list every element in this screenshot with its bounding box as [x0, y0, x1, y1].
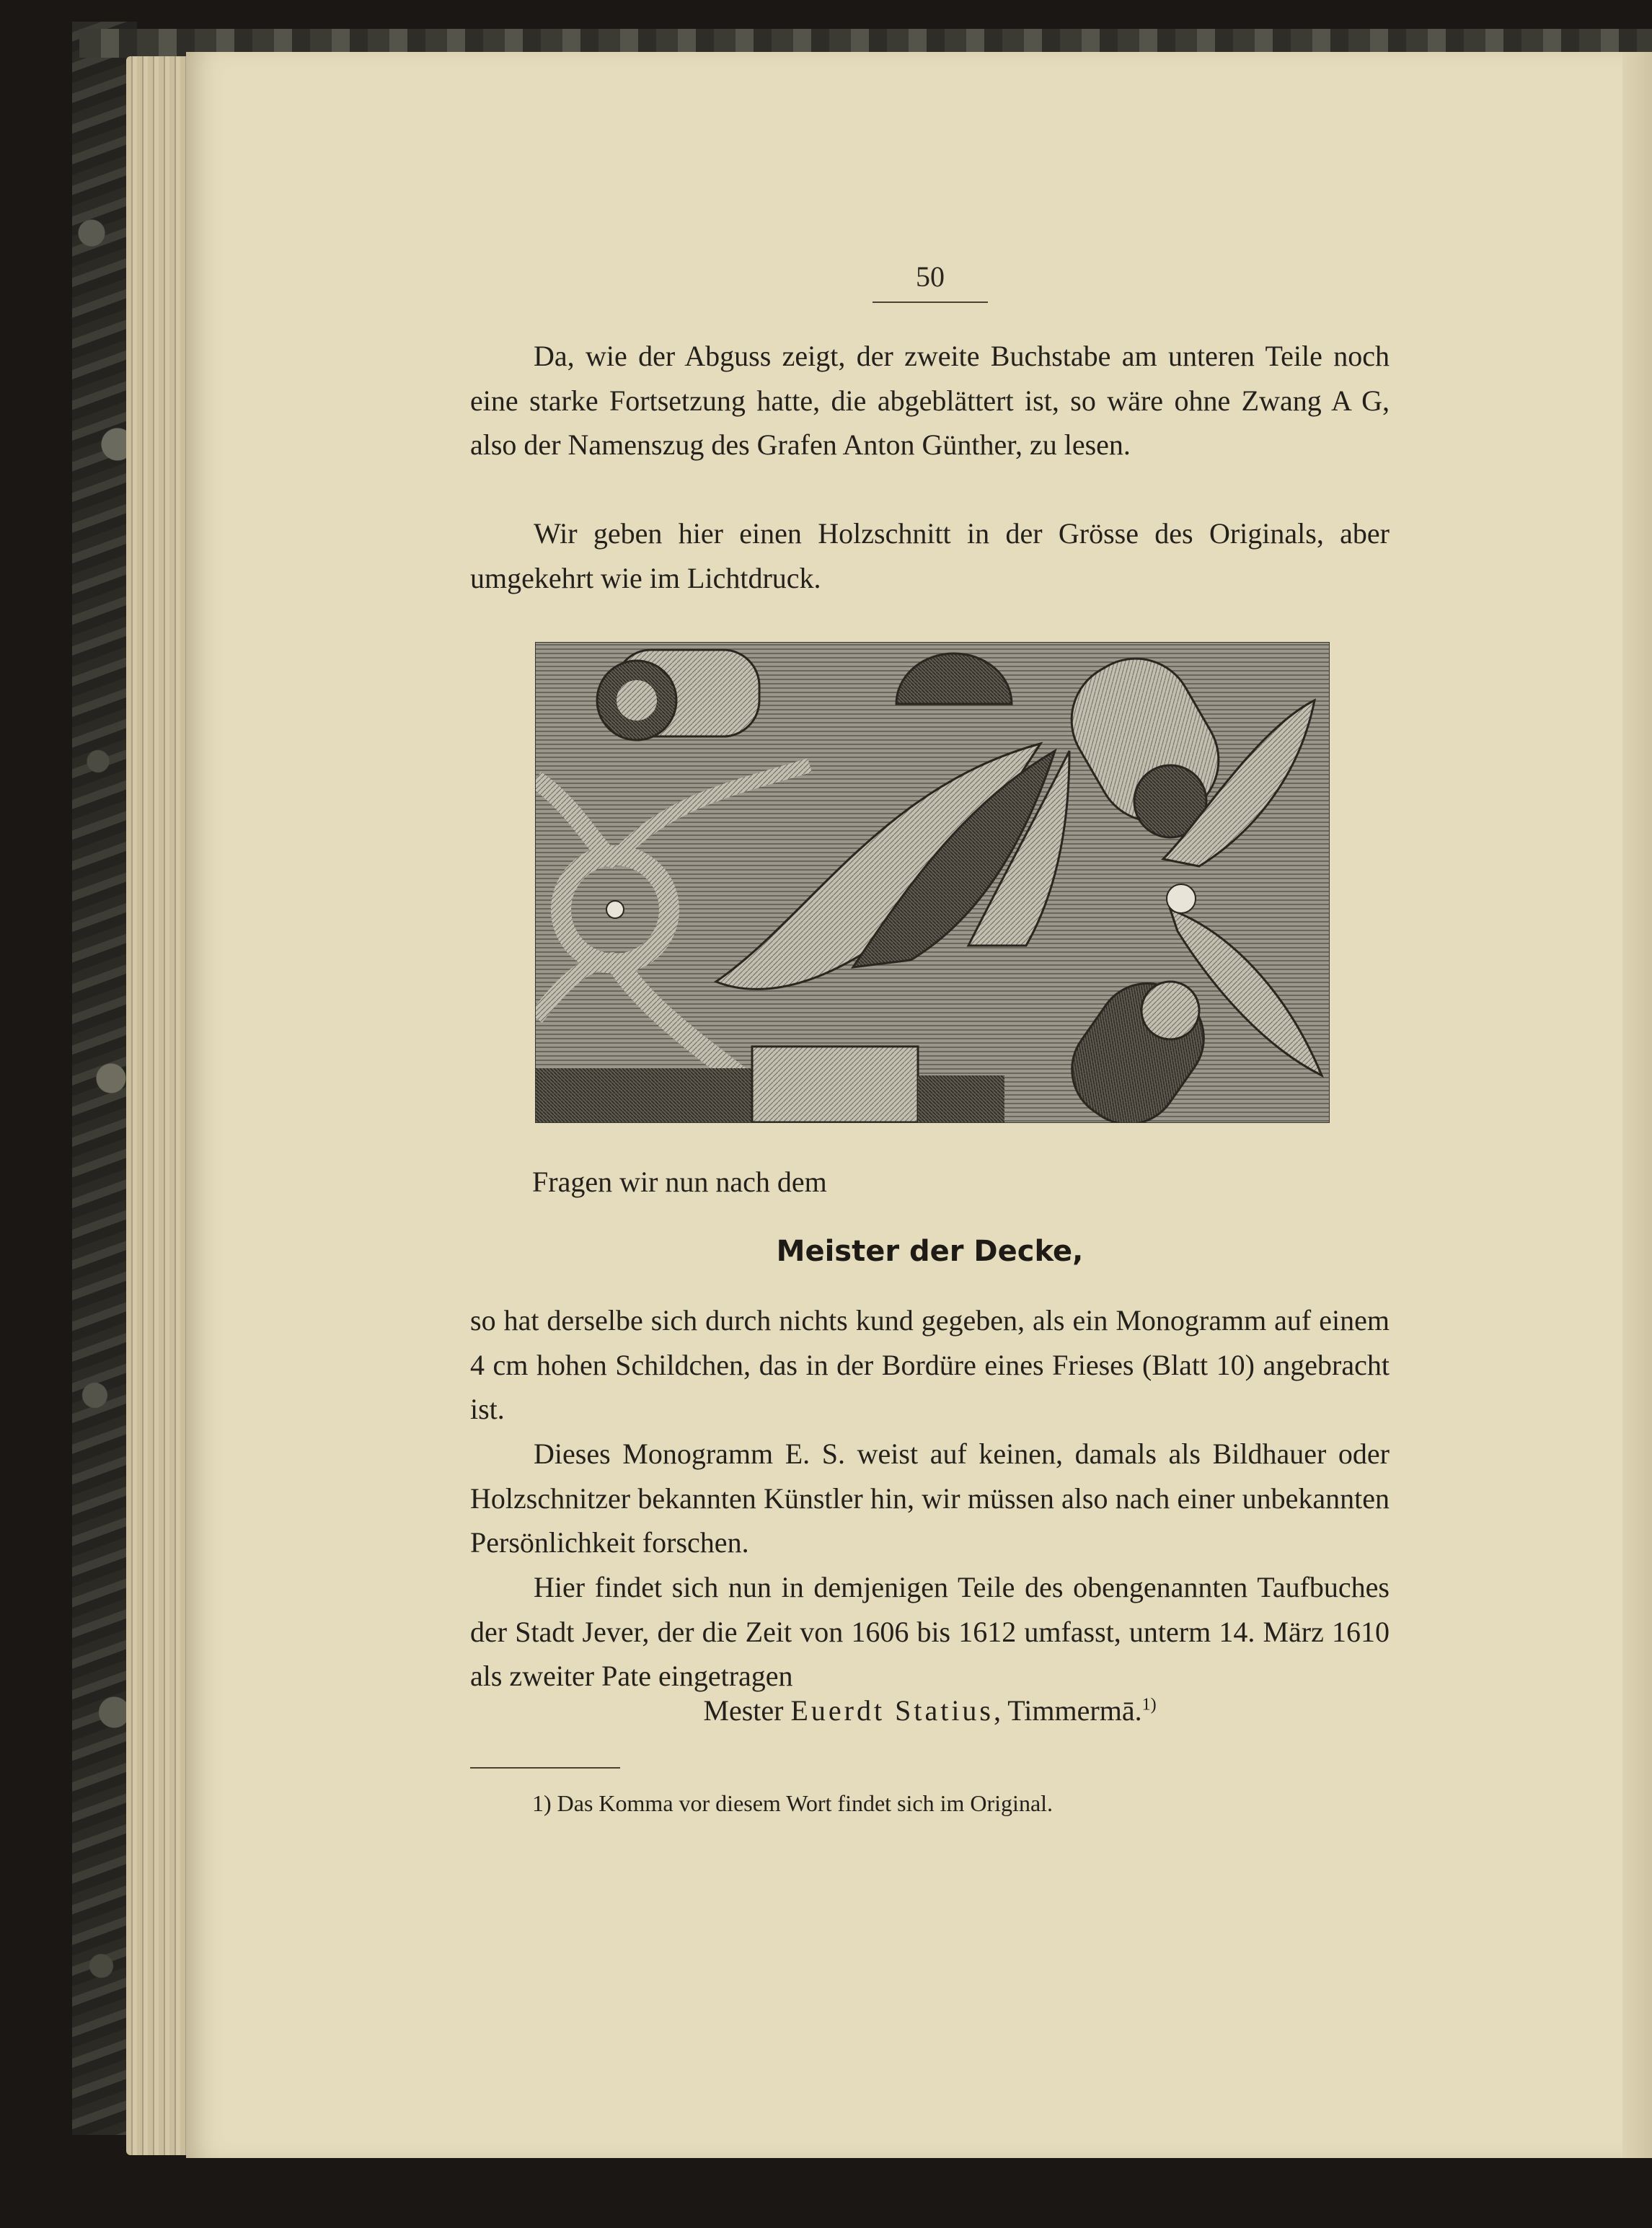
record-entry-line: [470, 1694, 1390, 1727]
page-number-rule: [873, 301, 988, 303]
footnote-text: 1) Das Komma vor diesem Wort findet sich im Original.: [532, 1790, 1054, 1816]
page-stack-edges: [126, 56, 191, 2155]
record-name: Euerdt Statius: [790, 1694, 994, 1727]
paragraph-monogramm: so hat derselbe sich durch nichts kund gegeben, als ein Monogramm auf einem 4 cm hohen Schildchen, das in der Bordüre eines Frieses (Blatt 10) angebracht ist.: [470, 1304, 1390, 1425]
paragraph-lead-in: Fragen wir nun nach dem: [532, 1166, 827, 1198]
paragraph-persoenlichkeit: Dieses Monogramm E. S. weist auf keinen, damals als Bildhauer oder Holzschnitzer bekannten Künstler hin, wir müssen also nach einer unbekannten Persönlichkeit forschen.: [470, 1437, 1390, 1559]
section-heading: Meister der Decke,: [776, 1235, 1084, 1268]
paragraph-taufbuch: Hier findet sich nun in demjenigen Teile des obengenannten Taufbuches der Stadt Jever, der die Zeit von 1606 bis 1612 umfasst, unterm 14. März 1610 als zweiter Pate eingetragen: [470, 1571, 1390, 1692]
paragraph-abguss: Da, wie der Abguss zeigt, der zweite Buchstabe am unteren Teile noch eine starke Fortsetzung hatte, die abgeblättert ist, so wäre ohne Zwang A G, also der Namenszug des Grafen Anton Günther, zu lesen.: [470, 340, 1390, 461]
paragraph-holzschnitt: Wir geben hier einen Holzschnitt in der Grösse des Originals, aber umgekehrt wie im Lichtdruck.: [470, 517, 1390, 594]
record-prefix: Mester: [703, 1694, 791, 1727]
record-suffix: , Timmermā.: [994, 1694, 1142, 1727]
page-number: 50: [916, 260, 945, 293]
footnote-rule: [470, 1767, 620, 1769]
woodcut-carving-illustration-icon: [535, 642, 1330, 1123]
page-right-edge: [1622, 52, 1652, 2158]
footnote-marker: 1): [1141, 1695, 1157, 1714]
